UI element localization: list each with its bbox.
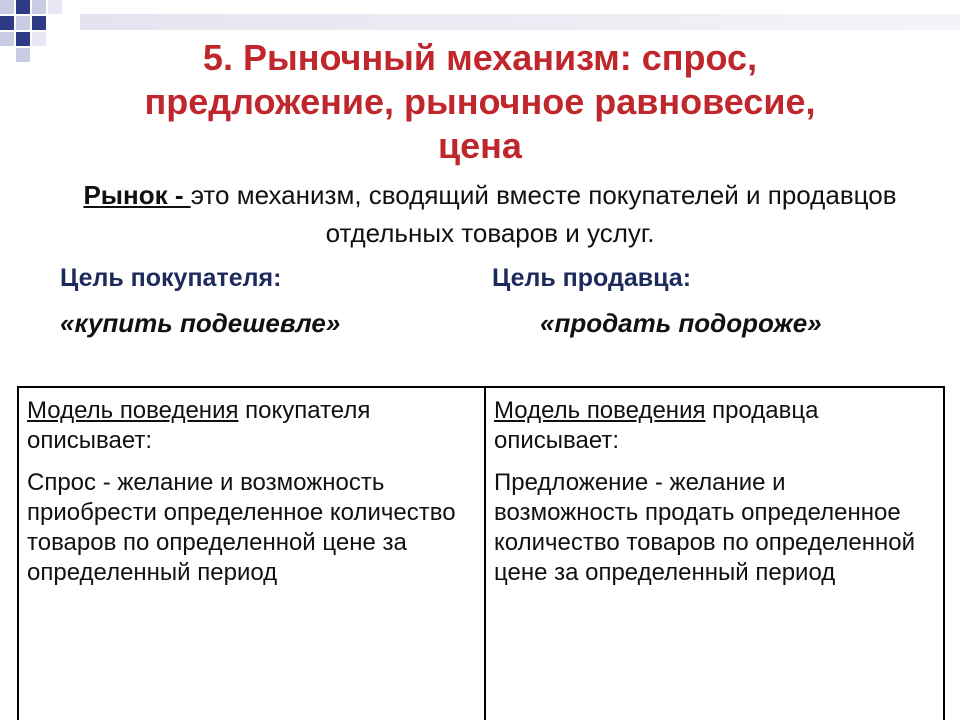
buyer-goal-label: Цель покупателя:	[60, 264, 282, 292]
supply-term: Предложение	[494, 469, 649, 496]
buyer-cell	[19, 388, 486, 720]
model-label: Модель поведения	[27, 397, 239, 424]
model-rest: продавца описывает:	[494, 397, 819, 454]
decor-square	[48, 0, 62, 14]
market-definition	[60, 176, 920, 252]
definition-term: Рынок -	[83, 180, 191, 210]
decor-square	[16, 0, 30, 14]
supply-text: - желание и возможность продать определенное количество товаров по определенной цене за определенный период	[494, 469, 916, 586]
buyer-model-heading	[27, 396, 476, 456]
definition-text: это механизм, сводящий вместе покупателей и продавцов отдельных товаров и услуг.	[190, 180, 897, 248]
decor-square	[32, 16, 46, 30]
decor-square	[16, 48, 30, 62]
decor-square	[0, 0, 14, 14]
decor-square	[16, 16, 30, 30]
seller-goal-label: Цель продавца:	[492, 264, 692, 292]
title-line: 5. Рыночный механизм: спрос,	[202, 37, 758, 78]
seller-goal-quote: «продать подороже»	[540, 308, 822, 338]
title-line: предложение, рыночное равновесие,	[144, 81, 816, 122]
seller-model-heading	[494, 396, 935, 456]
decor-top-band	[80, 14, 960, 30]
seller-cell	[486, 388, 943, 720]
buyer-goal-quote: «купить подешевле»	[60, 308, 341, 338]
decor-square	[32, 0, 46, 14]
model-label: Модель поведения	[494, 397, 706, 424]
demand-definition	[27, 468, 476, 588]
behavior-models-table	[17, 386, 945, 720]
slide-title	[60, 36, 900, 168]
demand-term: Спрос	[27, 469, 97, 496]
title-line: цена	[438, 125, 522, 166]
model-rest: покупателя описывает:	[27, 397, 371, 454]
decor-square	[16, 32, 30, 46]
decor-square	[0, 32, 14, 46]
decor-square	[0, 16, 14, 30]
demand-text: - желание и возможность приобрести определенное количество товаров по определенной цене за определенный период	[27, 469, 456, 586]
supply-definition	[494, 468, 935, 588]
decor-square	[32, 32, 46, 46]
